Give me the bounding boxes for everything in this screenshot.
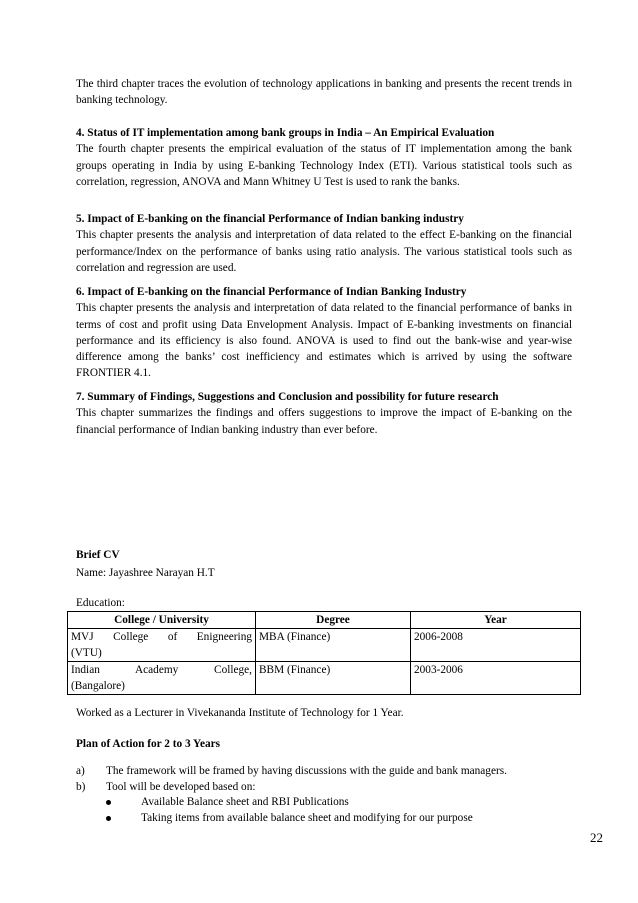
chapter-5-text: This chapter presents the analysis and interpretation of data related to the effect E-banking on the financial performance/Index on the performance of banks using ratio analysis. The various statistical tools such as correlation and regression are used. [76,229,572,274]
chapter-7-heading: 7. Summary of Findings, Suggestions and Conclusion and possibility for future research [76,391,499,403]
plan-item-text: Tool will be developed based on: [106,781,256,793]
table-header-row [68,612,581,629]
bullet-item-text: Taking items from available balance sheet and modifying for our purpose [141,812,473,824]
education-table [67,611,581,695]
table-row [68,629,581,662]
chapter-7-section [76,389,572,438]
bullet-icon [106,800,111,805]
bullet-icon [106,816,111,821]
chapter-3-paragraph [76,76,572,109]
column-header: Degree [256,612,411,629]
chapter-4-heading: 4. Status of IT implementation among bank groups in India – An Empirical Evaluation [76,127,495,139]
chapter-7-text: This chapter summarizes the findings and offers suggestions to improve the impact of E-banking on the financial performance of Indian banking industry than ever before. [76,407,572,436]
college-university: (VTU) [71,647,102,659]
college-city: (Bangalore) [71,680,125,692]
chapter-4-text: The fourth chapter presents the empirical evaluation of the status of IT implementation among the bank groups operating in India by using E-banking Technology Index (ETI). Various statistical tools such as correlation, regression, ANOVA and Mann Whitney U Test is used to rank the banks. [76,143,572,188]
chapter-3-text: The third chapter traces the evolution of technology applications in banking and presents the recent trends in banking technology. [76,78,572,107]
plan-item-marker: b) [76,781,86,793]
college-cell [68,662,256,695]
chapter-5-heading: 5. Impact of E-banking on the financial Performance of Indian banking industry [76,213,464,225]
college-name: Indian Academy College, [71,664,252,676]
education-label: Education: [76,597,125,609]
cv-name: Name: Jayashree Narayan H.T [76,567,215,579]
bullet-item-text: Available Balance sheet and RBI Publications [141,796,349,808]
column-header: College / University [68,612,256,629]
plan-item-marker: a) [76,765,85,777]
work-experience: Worked as a Lecturer in Vivekananda Institute of Technology for 1 Year. [76,707,404,719]
column-header: Year [411,612,581,629]
degree-cell: MBA (Finance) [256,629,411,662]
chapter-4-section [76,125,572,190]
year-cell: 2006-2008 [411,629,581,662]
plan-heading: Plan of Action for 2 to 3 Years [76,738,221,750]
table-row [68,662,581,695]
year-cell: 2003-2006 [411,662,581,695]
college-name: MVJ College of Enigneering [71,631,252,643]
college-cell [68,629,256,662]
degree-cell: BBM (Finance) [256,662,411,695]
chapter-6-text: This chapter presents the analysis and interpretation of data related to the financial performance of banks in terms of cost and profit using Data Envelopment Analysis. Impact of E-banking investments on financial performance and its efficiency is also found. ANOVA is used to find out the bank-wise and year-wise difference among the banks’ cost inefficiency and estimates which is arrived by using the software FRONTIER 4.1. [76,302,572,380]
chapter-5-section [76,211,572,276]
page-number: 22 [590,830,603,845]
cv-heading: Brief CV [76,549,120,561]
chapter-6-section [76,284,572,382]
chapter-6-heading: 6. Impact of E-banking on the financial Performance of Indian Banking Industry [76,286,467,298]
plan-item-text: The framework will be framed by having discussions with the guide and bank managers. [106,765,507,777]
